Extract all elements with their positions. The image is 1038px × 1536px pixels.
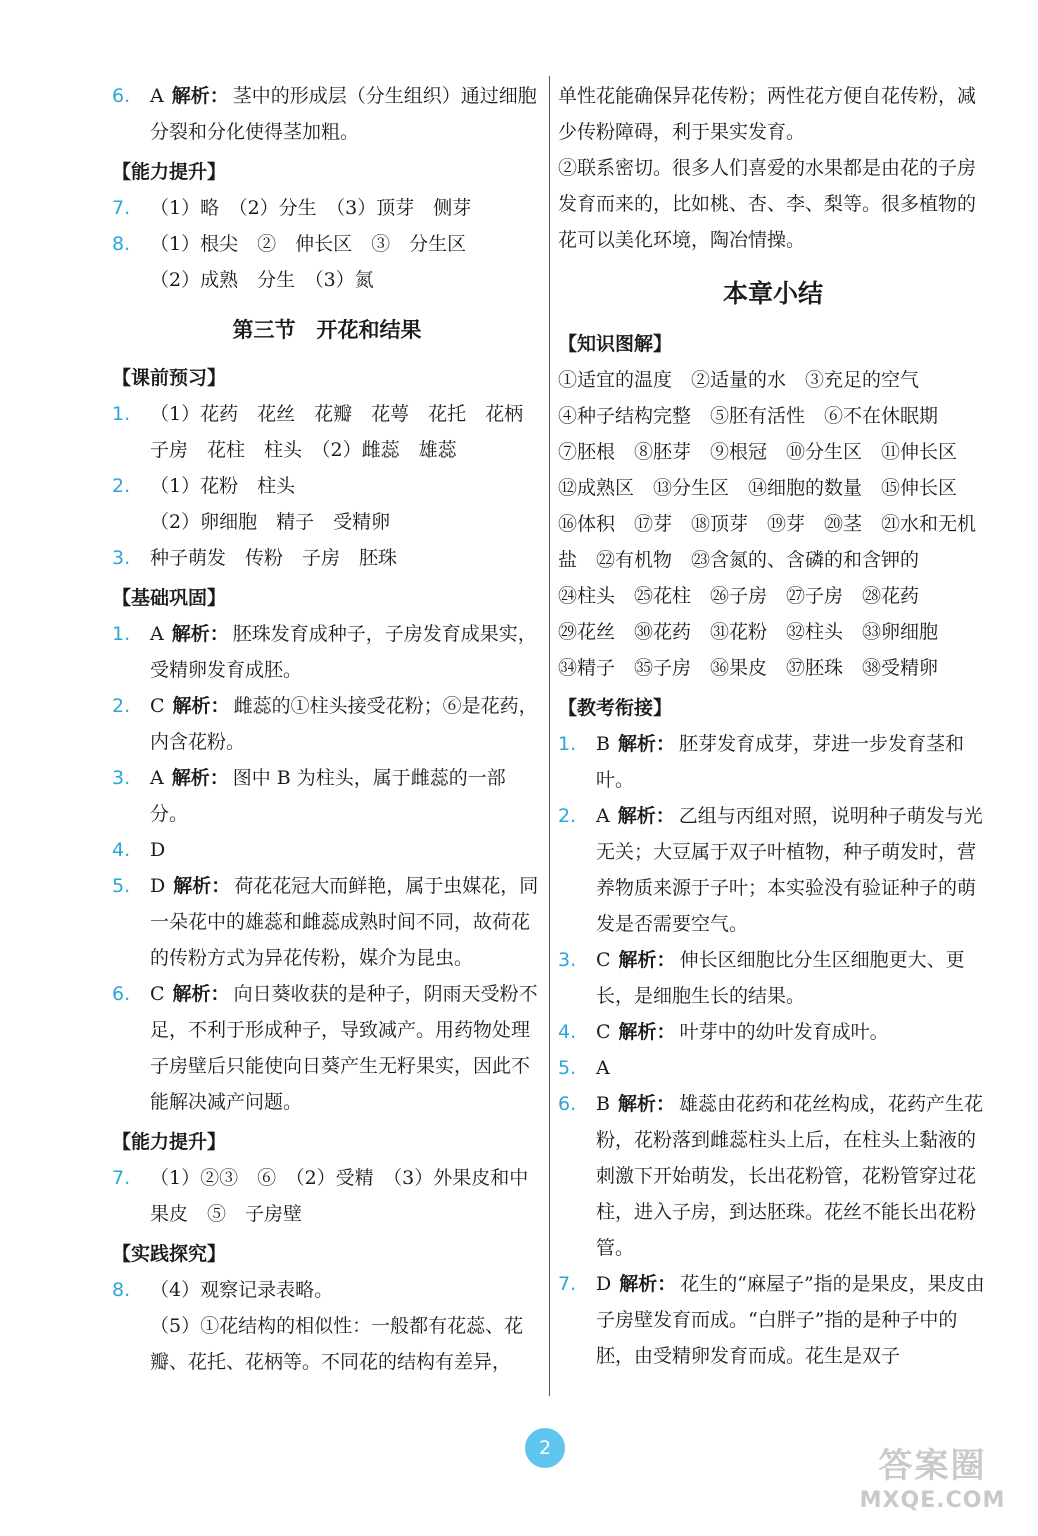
preview-2	[112, 468, 542, 540]
section-title: 第三节 开花和结果	[232, 318, 422, 342]
basic-1	[112, 616, 542, 688]
question-number: 1.	[112, 623, 131, 645]
answer-text: 种子萌发 传粉 子房 胚珠	[150, 547, 398, 569]
section-header-knowledge: 【知识图解】	[558, 333, 673, 355]
knowledge-line: ㉔柱头 ㉕花柱 ㉖子房 ㉗子房 ㉘花药	[558, 585, 920, 607]
answer-letter: A	[150, 767, 164, 789]
analysis-text: 雌蕊的①柱头接受花粉；⑥是花药，内含花粉。	[150, 695, 538, 753]
question-number: 5.	[558, 1057, 577, 1079]
analysis-text: 伸长区细胞比分生区细胞更大、更长，是细胞生长的结果。	[596, 949, 965, 1007]
analysis-label: 解析：	[172, 695, 230, 717]
answer-text: （1）②③ ⑥ （2）受精 （3）外果皮和中果皮 ⑤ 子房壁	[150, 1167, 529, 1225]
link-2	[558, 798, 988, 942]
answer-text: （1）花粉 柱头	[150, 475, 296, 497]
knowledge-line: ㉞精子 ㉟子房 ㊱果皮 ㊲胚珠 ㊳受精卵	[558, 657, 939, 679]
section-header-basic: 【基础巩固】	[112, 587, 227, 609]
knowledge-line: ①适宜的温度 ②适量的水 ③充足的空气	[558, 369, 920, 391]
analysis-text: 雄蕊由花药和花丝构成，花药产生花粉，花粉落到雌蕊柱头上后，在柱头上黏液的刺激下开始萌发，长出花粉管，花粉管穿过花柱，进入子房，到达胚珠。花丝不能长出花粉管。	[596, 1093, 983, 1259]
section-header-preview: 【课前预习】	[112, 367, 227, 389]
answer-letter: C	[596, 949, 611, 971]
question-number: 7.	[558, 1273, 577, 1295]
answer-text: （5）①花结构的相似性：一般都有花蕊、花瓣、花托、花柄等。不同花的结构有差异，	[150, 1315, 524, 1373]
question-number: 3.	[112, 547, 131, 569]
analysis-text: 胚芽发育成芽，芽进一步发育茎和叶。	[596, 733, 964, 791]
answer-text: （1）略 （2）分生 （3）顶芽 侧芽	[150, 197, 472, 219]
analysis-text: 荷花花冠大而鲜艳，属于虫媒花，同一朵花中的雄蕊和雌蕊成熟时间不同，故荷花的传粉方式为异花传粉，媒介为昆虫。	[150, 875, 539, 969]
analysis-label: 解析：	[171, 767, 229, 789]
question-8	[112, 226, 542, 298]
analysis-text: 图中 B 为柱头，属于雌蕊的一部分。	[150, 767, 506, 825]
answer-text: （1）根尖 ② 伸长区 ③ 分生区	[150, 233, 467, 255]
right-column	[558, 78, 988, 1374]
answer-letter: B	[596, 1093, 610, 1115]
analysis-text: 向日葵收获的是种子，阴雨天受粉不足，不利于形成种子，导致减产。用药物处理子房壁后只能使向日葵产生无籽果实，因此不能解决减产问题。	[150, 983, 538, 1113]
preview-1	[112, 396, 542, 468]
answer-letter: A	[596, 1057, 610, 1079]
answer-letter: D	[150, 875, 166, 897]
answer-letter: A	[150, 85, 164, 107]
question-6	[112, 78, 542, 150]
analysis-label: 解析：	[618, 1021, 676, 1043]
continued-text: ②联系密切。很多人们喜爱的水果都是由花的子房发育而来的，比如桃、杏、李、梨等。很多植物的花可以美化环境，陶冶情操。	[558, 157, 977, 251]
answer-letter: A	[150, 623, 164, 645]
basic-3	[112, 760, 542, 832]
link-1	[558, 726, 988, 798]
question-7	[112, 190, 542, 226]
analysis-text: 花生的“麻屋子”指的是果皮，果皮由子房壁发育而成。“白胖子”指的是种子中的胚，由受精卵发育而成。花生是双子	[596, 1273, 985, 1367]
watermark-text: 答案圈	[878, 1446, 987, 1486]
question-number: 2.	[558, 805, 577, 827]
watermark-url: MXQE.COM	[859, 1488, 1006, 1513]
link-5	[558, 1050, 988, 1086]
chapter-summary-title: 本章小结	[722, 279, 823, 308]
answer-letter: B	[596, 733, 610, 755]
question-number: 1.	[558, 733, 577, 755]
analysis-label: 解析：	[617, 733, 675, 755]
preview-3	[112, 540, 542, 576]
column-divider	[549, 76, 550, 1396]
answer-letter: D	[150, 839, 166, 861]
basic-4	[112, 832, 542, 868]
question-number: 4.	[558, 1021, 577, 1043]
ability-7	[112, 1160, 542, 1232]
watermark-logo	[840, 1445, 1025, 1525]
knowledge-line: ④种子结构完整 ⑤胚有活性 ⑥不在休眠期	[558, 405, 939, 427]
question-number: 3.	[112, 767, 131, 789]
answer-letter: C	[150, 695, 165, 717]
question-number: 2.	[112, 695, 131, 717]
question-number: 7.	[112, 197, 131, 219]
analysis-label: 解析：	[173, 875, 231, 897]
answer-text: 子房 花柱 柱头 （2）雌蕊 雄蕊	[150, 439, 457, 461]
answer-text: （2）卵细胞 精子 受精卵	[150, 511, 391, 533]
page-number-badge: 2	[525, 1428, 565, 1468]
section-header-ability: 【能力提升】	[112, 1131, 227, 1153]
answer-letter: C	[150, 983, 165, 1005]
question-number: 6.	[558, 1093, 577, 1115]
basic-5	[112, 868, 542, 976]
question-number: 2.	[112, 475, 131, 497]
analysis-label: 解析：	[617, 805, 675, 827]
link-6	[558, 1086, 988, 1266]
analysis-label: 解析：	[171, 85, 229, 107]
knowledge-line: ⑦胚根 ⑧胚芽 ⑨根冠 ⑩分生区 ⑪伸长区	[558, 441, 958, 463]
analysis-label: 解析：	[172, 983, 230, 1005]
basic-6	[112, 976, 542, 1120]
link-7	[558, 1266, 988, 1374]
knowledge-line: ㉙花丝 ㉚花药 ㉛花粉 ㉜柱头 ㉝卵细胞	[558, 621, 939, 643]
analysis-text: 胚珠发育成种子，子房发育成果实，受精卵发育成胚。	[150, 623, 537, 681]
analysis-text: 茎中的形成层（分生组织）通过细胞分裂和分化使得茎加粗。	[150, 85, 537, 143]
question-number: 4.	[112, 839, 131, 861]
answer-letter: C	[596, 1021, 611, 1043]
answer-text: （2）成熟 分生 （3）氮	[150, 269, 374, 291]
question-number: 8.	[112, 233, 131, 255]
analysis-text: 叶芽中的幼叶发育成叶。	[679, 1021, 889, 1043]
knowledge-line: ⑫成熟区 ⑬分生区 ⑭细胞的数量 ⑮伸长区	[558, 477, 958, 499]
left-column	[112, 78, 542, 1380]
analysis-label: 解析：	[171, 623, 229, 645]
continued-text: 单性花能确保异花传粉；两性花方便自花传粉，减少传粉障碍，利于果实发育。	[558, 85, 977, 143]
analysis-text: 乙组与丙组对照，说明种子萌发与光无关；大豆属于双子叶植物，种子萌发时，营养物质来源于子叶；本实验没有验证种子的萌发是否需要空气。	[596, 805, 983, 935]
answer-letter: D	[596, 1273, 612, 1295]
section-header-ability: 【能力提升】	[112, 161, 227, 183]
answer-text: （1）花药 花丝 花瓣 花萼 花托 花柄	[150, 403, 524, 425]
link-4	[558, 1014, 988, 1050]
link-3	[558, 942, 988, 1014]
question-number: 6.	[112, 85, 131, 107]
basic-2	[112, 688, 542, 760]
section-header-link: 【教考衔接】	[558, 697, 673, 719]
question-number: 1.	[112, 403, 131, 425]
question-number: 5.	[112, 875, 131, 897]
analysis-label: 解析：	[618, 949, 676, 971]
analysis-label: 解析：	[619, 1273, 677, 1295]
analysis-label: 解析：	[617, 1093, 675, 1115]
question-number: 3.	[558, 949, 577, 971]
question-number: 7.	[112, 1167, 131, 1189]
answer-text: （4）观察记录表略。	[150, 1279, 334, 1301]
question-number: 8.	[112, 1279, 131, 1301]
practice-8	[112, 1272, 542, 1380]
answer-letter: A	[596, 805, 610, 827]
section-header-practice: 【实践探究】	[112, 1243, 227, 1265]
question-number: 6.	[112, 983, 131, 1005]
knowledge-line: ⑯体积 ⑰芽 ⑱顶芽 ⑲芽 ⑳茎 ㉑水和无机盐 ㉒有机物 ㉓含氮的、含磷的和含钾的	[558, 513, 977, 571]
